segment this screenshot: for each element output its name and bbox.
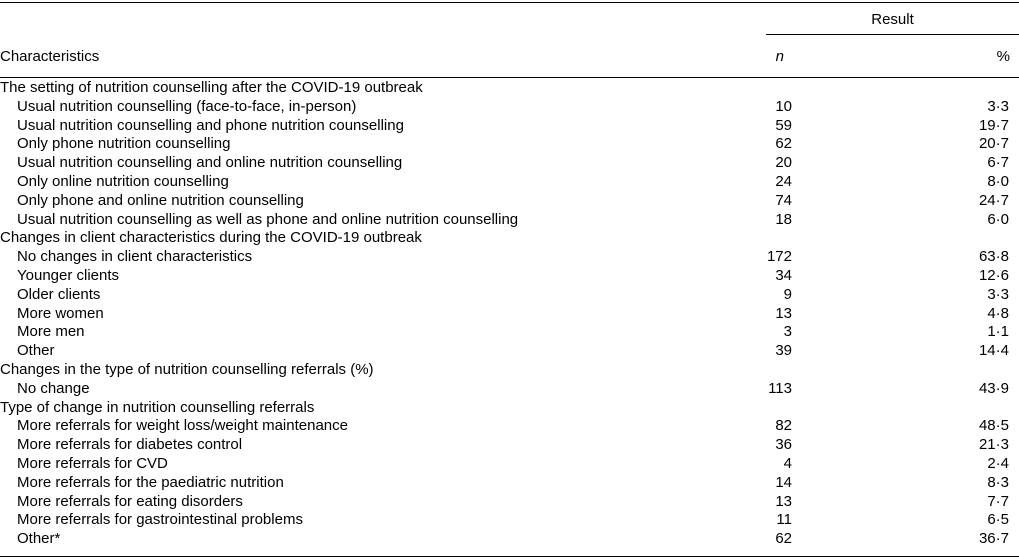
- table-row: [0, 211, 1019, 230]
- percent-value: 8·0: [987, 172, 1009, 190]
- section-heading-row: [0, 229, 1019, 248]
- row-label: Other*: [17, 530, 61, 548]
- table-row: [0, 530, 1019, 549]
- table-row: [0, 342, 1019, 361]
- table-row: [0, 173, 1019, 192]
- row-label: Only phone and online nutrition counselling: [17, 191, 304, 209]
- n-column-header: n: [775, 48, 784, 65]
- percent-value: 1·1: [987, 323, 1009, 341]
- percent-value: 48·5: [978, 417, 1009, 435]
- row-label: Only online nutrition counselling: [17, 172, 229, 190]
- row-label: Younger clients: [17, 266, 120, 284]
- percent-value: 43·9: [978, 379, 1009, 397]
- table-row: [0, 154, 1019, 173]
- table-row: [0, 493, 1019, 512]
- n-value: 39: [775, 342, 792, 360]
- row-label: More referrals for diabetes control: [17, 436, 243, 454]
- n-value: 13: [775, 304, 792, 322]
- table-bottom-rule: [0, 556, 1019, 557]
- row-label: More referrals for gastrointestinal problems: [17, 511, 303, 529]
- n-value: 113: [768, 379, 792, 397]
- row-label: Older clients: [17, 285, 101, 303]
- percent-value: 12·6: [978, 266, 1009, 284]
- n-value: 10: [775, 97, 792, 115]
- section-label: Changes in the type of nutrition counselling referrals (%): [0, 360, 374, 378]
- percent-value: 4·8: [987, 304, 1009, 322]
- table-body: [0, 79, 1019, 549]
- row-label: More referrals for the paediatric nutrition: [17, 473, 284, 491]
- percent-value: 19·7: [978, 116, 1009, 134]
- header-bottom-rule: [0, 77, 1019, 78]
- row-label: No changes in client characteristics: [17, 248, 253, 266]
- table-row: [0, 117, 1019, 136]
- section-heading-row: [0, 79, 1019, 98]
- percent-value: 8·3: [987, 473, 1009, 491]
- row-label: No change: [17, 379, 90, 397]
- row-label: More women: [17, 304, 104, 322]
- percent-value: 21·3: [978, 436, 1009, 454]
- row-label: Usual nutrition counselling (face-to-face, in-person): [17, 97, 357, 115]
- section-heading-row: [0, 399, 1019, 418]
- percent-value: 7·7: [987, 492, 1009, 510]
- table-row: [0, 192, 1019, 211]
- n-value: 36: [775, 436, 792, 454]
- n-value: 62: [775, 135, 792, 153]
- table-row: [0, 305, 1019, 324]
- table-row: [0, 474, 1019, 493]
- table-row: [0, 98, 1019, 117]
- percent-value: 3·3: [987, 97, 1009, 115]
- n-value: 34: [775, 266, 792, 284]
- section-label: The setting of nutrition counselling after the COVID-19 outbreak: [0, 79, 423, 96]
- table-row: [0, 267, 1019, 286]
- table-row: [0, 135, 1019, 154]
- n-value: 11: [776, 511, 792, 529]
- section-label: Changes in client characteristics during the COVID-19 outbreak: [0, 229, 422, 247]
- percent-value: 6·5: [987, 511, 1009, 529]
- row-label: More referrals for CVD: [17, 454, 168, 472]
- table-row: [0, 286, 1019, 305]
- table-row: [0, 248, 1019, 267]
- row-label: Other: [17, 342, 55, 360]
- n-value: 82: [775, 417, 792, 435]
- n-value: 74: [775, 191, 792, 209]
- percent-column-header: %: [996, 48, 1010, 65]
- percent-value: 14·4: [978, 342, 1009, 360]
- n-value: 172: [766, 248, 792, 266]
- n-value: 59: [775, 116, 792, 134]
- row-label: Usual nutrition counselling as well as phone and online nutrition counselling: [17, 210, 519, 228]
- row-label: Usual nutrition counselling and online nutrition counselling: [17, 154, 403, 172]
- table-top-rule: [0, 2, 1019, 3]
- section-label: Type of change in nutrition counselling referrals: [0, 398, 315, 416]
- percent-value: 24·7: [978, 191, 1009, 209]
- percent-value: 20·7: [978, 135, 1009, 153]
- percent-value: 6·7: [987, 154, 1009, 172]
- row-label: Only phone nutrition counselling: [17, 135, 231, 153]
- n-value: 24: [775, 172, 792, 190]
- row-label: More referrals for weight loss/weight maintenance: [17, 417, 348, 435]
- table-row: [0, 436, 1019, 455]
- section-heading-row: [0, 361, 1019, 380]
- n-value: 14: [775, 473, 792, 491]
- characteristics-header: Characteristics: [0, 48, 100, 65]
- row-label: Usual nutrition counselling and phone nutrition counselling: [17, 116, 404, 134]
- n-value: 18: [775, 210, 792, 228]
- n-value: 13: [775, 492, 792, 510]
- percent-value: 6·0: [987, 210, 1009, 228]
- percent-value: 3·3: [987, 285, 1009, 303]
- row-label: More referrals for eating disorders: [17, 492, 243, 510]
- table-row: [0, 323, 1019, 342]
- table-row: [0, 455, 1019, 474]
- n-value: 9: [783, 285, 792, 303]
- result-header: Result: [871, 11, 914, 28]
- n-value: 4: [783, 454, 792, 472]
- percent-value: 36·7: [978, 530, 1009, 548]
- percent-value: 63·8: [978, 248, 1009, 266]
- table-row: [0, 417, 1019, 436]
- table-row: [0, 511, 1019, 530]
- row-label: More men: [17, 323, 85, 341]
- result-underline: [766, 34, 1019, 35]
- table-row: [0, 380, 1019, 399]
- n-value: 3: [783, 323, 792, 341]
- percent-value: 2·4: [987, 454, 1009, 472]
- n-value: 62: [775, 530, 792, 548]
- n-value: 20: [775, 154, 792, 172]
